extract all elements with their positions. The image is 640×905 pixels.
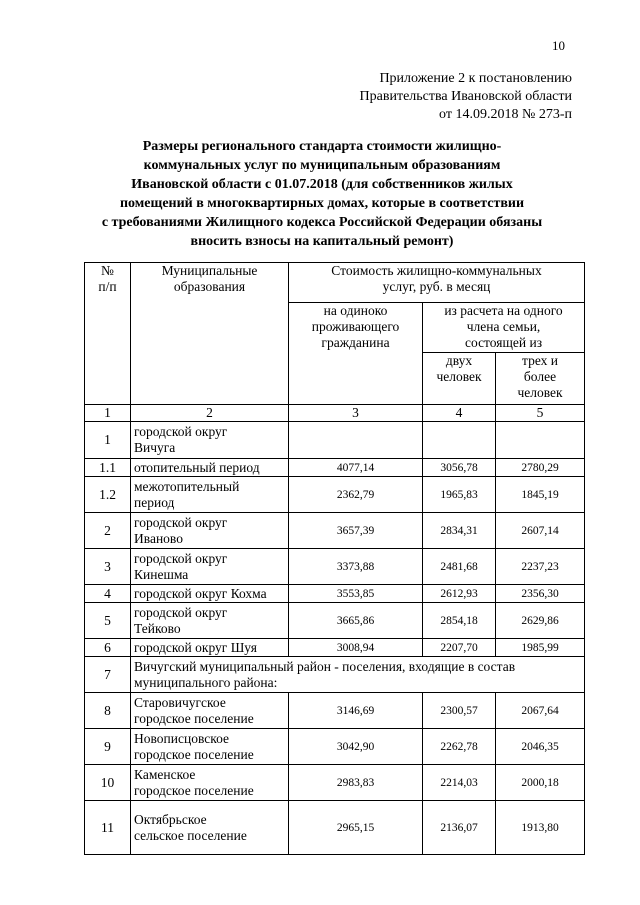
municipality-name: городской округ Кохма: [131, 585, 289, 603]
municipality-name: городской округ Вичуга: [131, 422, 289, 459]
column-number: 5: [496, 405, 585, 422]
row-number: 6: [85, 639, 131, 657]
cost-three: 2067,64: [496, 693, 585, 729]
row-number: 1.2: [85, 477, 131, 513]
row-number: 3: [85, 549, 131, 585]
column-number: 3: [289, 405, 423, 422]
header-per-member: из расчета на одного члена семьи, состоящей из: [423, 303, 585, 353]
column-number: 4: [423, 405, 496, 422]
cost-single: 2965,15: [289, 801, 423, 855]
title-line: коммунальных услуг по муниципальным образованиям: [143, 158, 501, 173]
appendix-reference: [272, 70, 572, 124]
table-row: [85, 639, 585, 657]
column-number: 2: [131, 405, 289, 422]
document-title: [72, 137, 572, 251]
appendix-line: Приложение 2 к постановлению: [379, 71, 572, 86]
cost-two: 2136,07: [423, 801, 496, 855]
table-row: [85, 603, 585, 639]
cost-three: 2780,29: [496, 459, 585, 477]
cost-single: 3373,88: [289, 549, 423, 585]
municipality-name: Новописцовское городское поселение: [131, 729, 289, 765]
header-two-people: двух человек: [423, 353, 496, 405]
cost-single: 3008,94: [289, 639, 423, 657]
header-single: на одиноко проживающего гражданина: [289, 303, 423, 405]
municipality-name: Каменское городское поселение: [131, 765, 289, 801]
cost-three: 2356,30: [496, 585, 585, 603]
cost-three: [496, 422, 585, 459]
cost-two: 2854,18: [423, 603, 496, 639]
cost-three: 1845,19: [496, 477, 585, 513]
cost-single: 3665,86: [289, 603, 423, 639]
row-number: 5: [85, 603, 131, 639]
title-line: помещений в многоквартирных домах, которые в соответствии: [119, 196, 525, 211]
table-row: [85, 422, 585, 459]
page-number: 10: [552, 38, 565, 53]
header-three-people: трех и более человек: [496, 353, 585, 405]
cost-single: 3146,69: [289, 693, 423, 729]
cost-two: 2207,70: [423, 639, 496, 657]
cost-two: 2262,78: [423, 729, 496, 765]
table-row: [85, 693, 585, 729]
cost-table: [84, 262, 585, 855]
municipality-name: городской округ Кинешма: [131, 549, 289, 585]
table-row: [85, 765, 585, 801]
cost-two: 2481,68: [423, 549, 496, 585]
cost-two: 2214,03: [423, 765, 496, 801]
table-row: [85, 477, 585, 513]
municipality-name: Старовичугское городское поселение: [131, 693, 289, 729]
header-cost: Стоимость жилищно-коммунальных услуг, руб. в месяц: [289, 263, 585, 303]
table-row: [85, 801, 585, 855]
section-row: [85, 657, 585, 693]
cost-three: 1913,80: [496, 801, 585, 855]
table-row: [85, 585, 585, 603]
appendix-line: от 14.09.2018 № 273-п: [439, 107, 572, 122]
municipality-name: отопительный период: [131, 459, 289, 477]
row-number: 7: [85, 657, 131, 693]
row-number: 1: [85, 422, 131, 459]
title-line: вносить взносы на капитальный ремонт): [190, 234, 454, 249]
cost-three: 2629,86: [496, 603, 585, 639]
cost-single: 2362,79: [289, 477, 423, 513]
municipality-name: городской округ Тейково: [131, 603, 289, 639]
cost-three: 2237,23: [496, 549, 585, 585]
cost-two: 2300,57: [423, 693, 496, 729]
municipality-name: межотопительный период: [131, 477, 289, 513]
cost-single: 3553,85: [289, 585, 423, 603]
column-numbers-row: [85, 405, 585, 422]
row-number: 9: [85, 729, 131, 765]
title-line: Размеры регионального стандарта стоимости жилищно-: [142, 139, 502, 154]
column-number: 1: [85, 405, 131, 422]
cost-single: 4077,14: [289, 459, 423, 477]
table-row: [85, 549, 585, 585]
cost-single: 3657,39: [289, 513, 423, 549]
row-number: 2: [85, 513, 131, 549]
header-no: № п/п: [85, 263, 131, 405]
table-row: [85, 513, 585, 549]
cost-two: [423, 422, 496, 459]
cost-two: 2834,31: [423, 513, 496, 549]
section-title: Вичугский муниципальный район - поселения, входящие в состав муниципального района:: [131, 657, 585, 693]
cost-two: 3056,78: [423, 459, 496, 477]
table-row: [85, 729, 585, 765]
municipality-name: городской округ Шуя: [131, 639, 289, 657]
title-line: с требованиями Жилищного кодекса Российской Федерации обязаны: [101, 215, 543, 230]
municipality-name: Октябрьское сельское поселение: [131, 801, 289, 855]
cost-three: 2607,14: [496, 513, 585, 549]
cost-three: 1985,99: [496, 639, 585, 657]
header-municipality: Муниципальные образования: [131, 263, 289, 405]
row-number: 8: [85, 693, 131, 729]
cost-single: [289, 422, 423, 459]
cost-three: 2000,18: [496, 765, 585, 801]
row-number: 11: [85, 801, 131, 855]
cost-two: 1965,83: [423, 477, 496, 513]
cost-three: 2046,35: [496, 729, 585, 765]
municipality-name: городской округ Иваново: [131, 513, 289, 549]
row-number: 1.1: [85, 459, 131, 477]
cost-single: 3042,90: [289, 729, 423, 765]
row-number: 10: [85, 765, 131, 801]
title-line: Ивановской области с 01.07.2018 (для собственников жилых: [131, 177, 513, 192]
appendix-line: Правительства Ивановской области: [359, 89, 572, 104]
row-number: 4: [85, 585, 131, 603]
cost-two: 2612,93: [423, 585, 496, 603]
cost-single: 2983,83: [289, 765, 423, 801]
table-row: [85, 459, 585, 477]
